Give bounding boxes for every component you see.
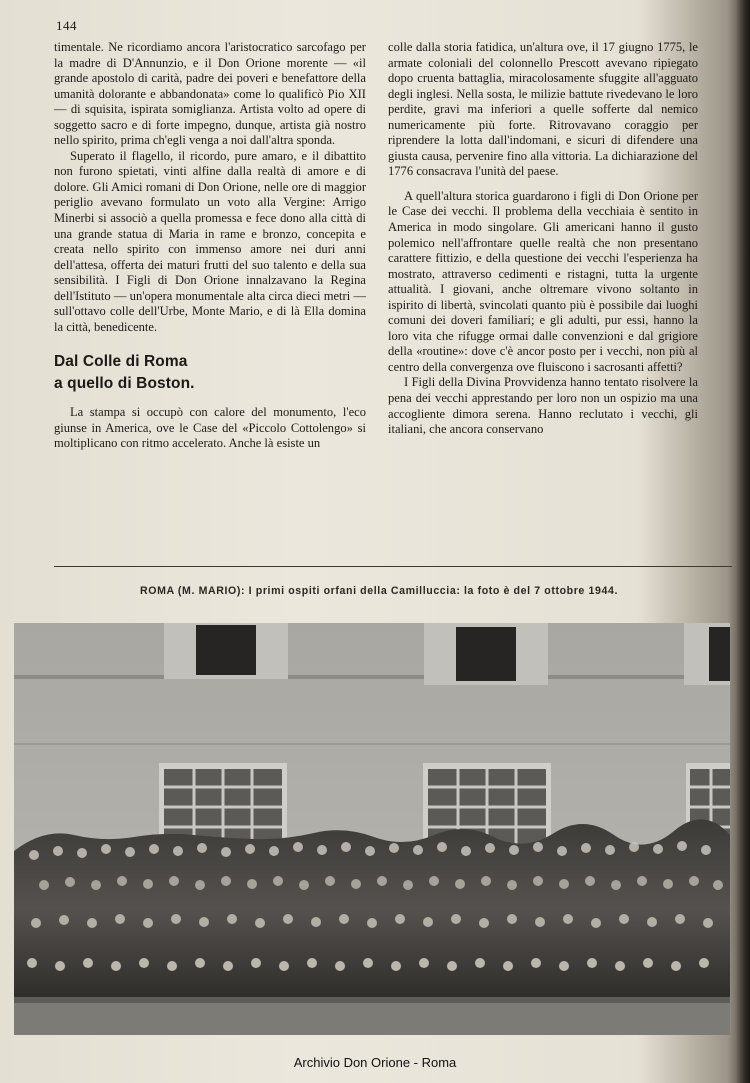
group-photo-image [14, 623, 730, 1035]
paragraph: A quell'altura storica guardarono i figli di Don Orione per le Case dei vecchi. Il problema della vecchiaia è sentito in America in modo singolare. Gli americani hanno il gusto polemico nell'affrontare quelle realtà che non presentano carattere fittizio, e della questione dei vecchi l'esperienza ha mostrato, attraverso cedimenti e ristagni, tutta la urgente attualità. I giovani, anche oltremare vivono soltanto in ispirito di libertà, svincolati quanto più è possibile dai luoghi comuni dei doveri familiari; e gli adulti, pur essi, hanno la loro vita che rifugge ormai dalle convenzioni e dal grigiore della «routine»: dove c'è ancor posto per i vecchi, non più al centro della convergenza ove fluiscono i sacrosanti affetti? [388, 188, 698, 374]
binding-shadow [736, 0, 750, 1083]
section-heading-line: Dal Colle di Roma [54, 353, 188, 371]
horizontal-rule [54, 566, 732, 567]
paragraph: timentale. Ne ricordiamo ancora l'aristocratico sarcofago per la madre di D'Annunzio, e il Don Orione morente — «il grande apostolo di carità, padre dei poveri e benefattore della umanità dolorante e abbandonata» come lo qualificò Pio XII — di squisita, ispirata somiglianza. Artista volto ad opere di soggetto sacro e di forte impegno, dunque, artista già nostro nello spirito, prima ch'egli venga a noi dall'altra sponda. [54, 40, 366, 148]
page-number: 144 [56, 18, 77, 33]
paragraph: colle dalla storia fatidica, un'altura ove, il 17 giugno 1775, le armate coloniali del colonnello Prescott avevano ripiegato dopo cruenta battaglia, miracolosamente sfuggite all'agguato degli inglesi. Nella sosta, le milizie battute rivedevano le loro perdite, gravi ma inferiori a quelle sofferte dal nemico numericamente più forte. Ritrovavano coraggio per riprendere la lotta dall'indomani, e sicuri di difendere una giusta causa, pervenire fino alla vittoria. La dichiarazione del 1776 consacrava l'unità del paese. [388, 40, 698, 179]
crowd-of-children [14, 819, 730, 999]
paragraph: I Figli della Divina Provvidenza hanno tentato risolvere la pena dei vecchi apprestando per loro non un ospizio ma una accogliente dimora serena. Hanno reclutato i vecchi, gli italiani, che ancora conservano [388, 375, 698, 437]
archive-footer: Archivio Don Orione - Roma [293, 1055, 457, 1070]
section-heading [54, 351, 366, 395]
right-text-column [388, 40, 698, 438]
paragraph: Superato il flagello, il ricordo, pure amaro, e il dibattito non furono spietati, vinti alfine dalla realtà di amore e di dolore. Gli Amici romani di Don Orione, nelle ore di maggior periglio avevano formulato un voto alla Vergine: Arrigo Minerbi si associò a quella promessa e fece dono alla città di una grande statua di Maria in rame e bronzo, concepita e creata nello spirito con immenso amore nei duri anni dell'attesa, offerta dei maturi frutti del suo talento e della sua sensibilità. I Figli di Don Orione innalzavano la Regina dell'Istituto — un'opera monumentale alta circa dieci metri — sull'ottavo colle dell'Urbe, Monte Mario, e di là Ella domina la città, benedicente. [54, 148, 366, 334]
paragraph: La stampa si occupò con calore del monumento, l'eco giunse in America, ove le Case del «Piccolo Cottolengo» si moltiplicano con ritmo accelerato. Anche là esiste un [54, 405, 366, 451]
photo-caption: ROMA (M. MARIO): I primi ospiti orfani della Camilluccia: la foto è del 7 ottobre 1944. [140, 585, 618, 597]
group-photo [14, 623, 730, 1035]
section-heading-line: a quello di Boston. [54, 375, 195, 393]
left-text-column [54, 40, 366, 452]
